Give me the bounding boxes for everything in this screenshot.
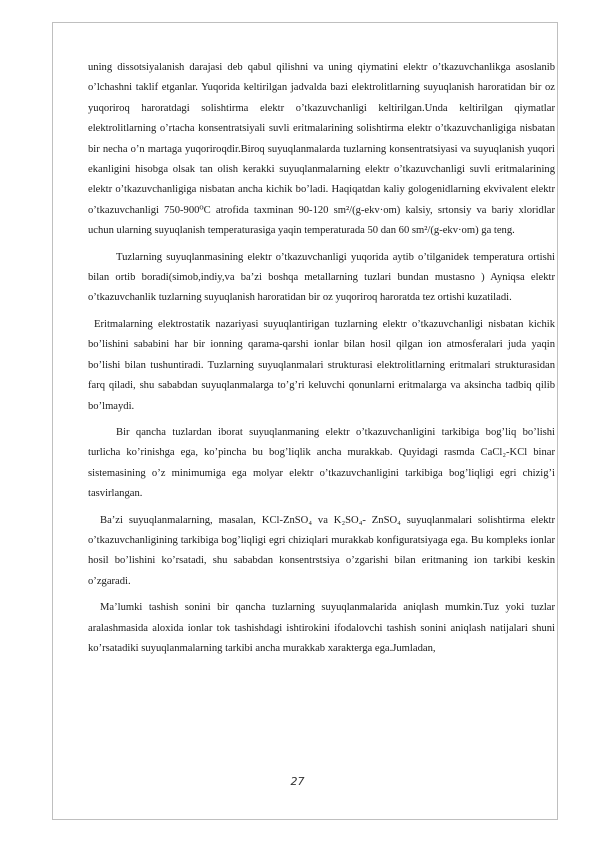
page-number: 27 (290, 775, 305, 788)
document-body (88, 58, 555, 659)
paragraph-3: Eritmalarning elektrostatik nazariyasi suyuqlantirigan tuzlarning elektr o’tkazuvchanligi nisbatan kichik bo’lishini sababini har bir ionning qarama-qarshi ionlar bilan hosil qilgan ion atmosferalari juda yaqin bo’lishi bilan tushuntiradi. Tuzlarning suyuqlanmalari strukturasi elektrolitlarning eritmalari strukturasidan farq qiladi, shu sababdan suyuqlanmalarga to’g’ri keluvchi qonunlarni eritmalarga va aksincha tadbiq qilib bo’lmaydi. (88, 318, 555, 412)
paragraph-6: Ma’lumki tashish sonini bir qancha tuzlarning suyuqlanmalarida aniqlash mumkin.Tuz yoki tuzlar aralashmasida aloxida ionlar tok tashishdagi ishtirokini ifodalovchi tashish sonini aniqlash natijalari shuni ko’rsatadiki suyuqlanmalarning tarkibi ancha murakkab xarakterga ega.Jumladan, (88, 602, 555, 654)
paragraph-1: uning dissotsiyalanish darajasi deb qabul qilishni va uning qiymatini elektr o’tkazuvchanlikga asoslanib o’lchashni taklif etganlar. Yuqorida keltirilgan jadvalda bazi elektrolitlarning suyuqlanish haroratidan bir oz yuqoriroq haroratdagi solishtirma elektr o’tkazuvchanligi keltirilgan.Unda keltirilgan qiymatlar elektrolitlarning o’rtacha konsentratsiyali suvli eritmalarining solishtirma elektr o’tkazuvchanligiga nisbatan bir necha o’n martaga yuqoriroqdir.Biroq suyuqlanmalarda tuzlarning konsentratsiyasi va suyuqlanish yuqori ekanligini hisobga olsak tan olish kerakki suyuqlanmalarning elektr o’tkazuvchanligi suvli eritmalarining elektr o’tkazuvchanligiga nisbatan ancha kichik bo’ladi. Haqiqatdan kaliy gologenidlarning ekvivalent elektr o’tkazuvchanligi 750-900⁰C atrofida taxminan 90-120 sm²/(g-ekv·om) kalsiy, srtonsiy va bariy xloridlar uchun ularning suyuqlanish temperaturasiga yaqin temperaturada 50 dan 60 sm²/(g-ekv·om) ga teng. (88, 62, 555, 237)
paragraph-5: Ba’zi suyuqlanmalarning, masalan, KCl-ZnSO₄ va K₂SO₄- ZnSO₄ suyuqlanmalari solishtirma elektr o’tkazuvchanligining tarkibiga bog’liqligi egri chiziqlari murakkab konfiguratsiyaga ega. Bu kompleks ionlar hosil bo’lishini ko’rsatadi, shu sababdan konsentrstsiya o’zgarishi bilan eritmaning ion tarkibi keskin o’zgaradi. (88, 514, 555, 587)
paragraph-2: Tuzlarning suyuqlanmasining elektr o’tkazuvchanligi yuqorida aytib o’tilganidek temperatura ortishi bilan ortib boradi(simob,indiy,va ba’zi boshqa metallarning tuzlari bundan mustasno ) Ayniqsa elektr o’tkazuvchanlik tuzlarning suyuqlanish haroratidan bir oz yuqoriroq haroratda tez ortishi kuzatiladi. (88, 251, 555, 304)
paragraph-4: Bir qancha tuzlardan iborat suyuqlanmaning elektr o’tkazuvchanligini tarkibiga bog’liq bo’lishi turlicha ko’rinishga ega, ko’pincha bu bog’liqlik ancha murakkab. Quyidagi rasmda CaCl₂-KCl binar sistemasining o’z minimumiga ega molyar elektr o’tkazuvchanligini tarkibiga bog’liqligi egri chizig’i tasvirlangan. (88, 426, 555, 500)
